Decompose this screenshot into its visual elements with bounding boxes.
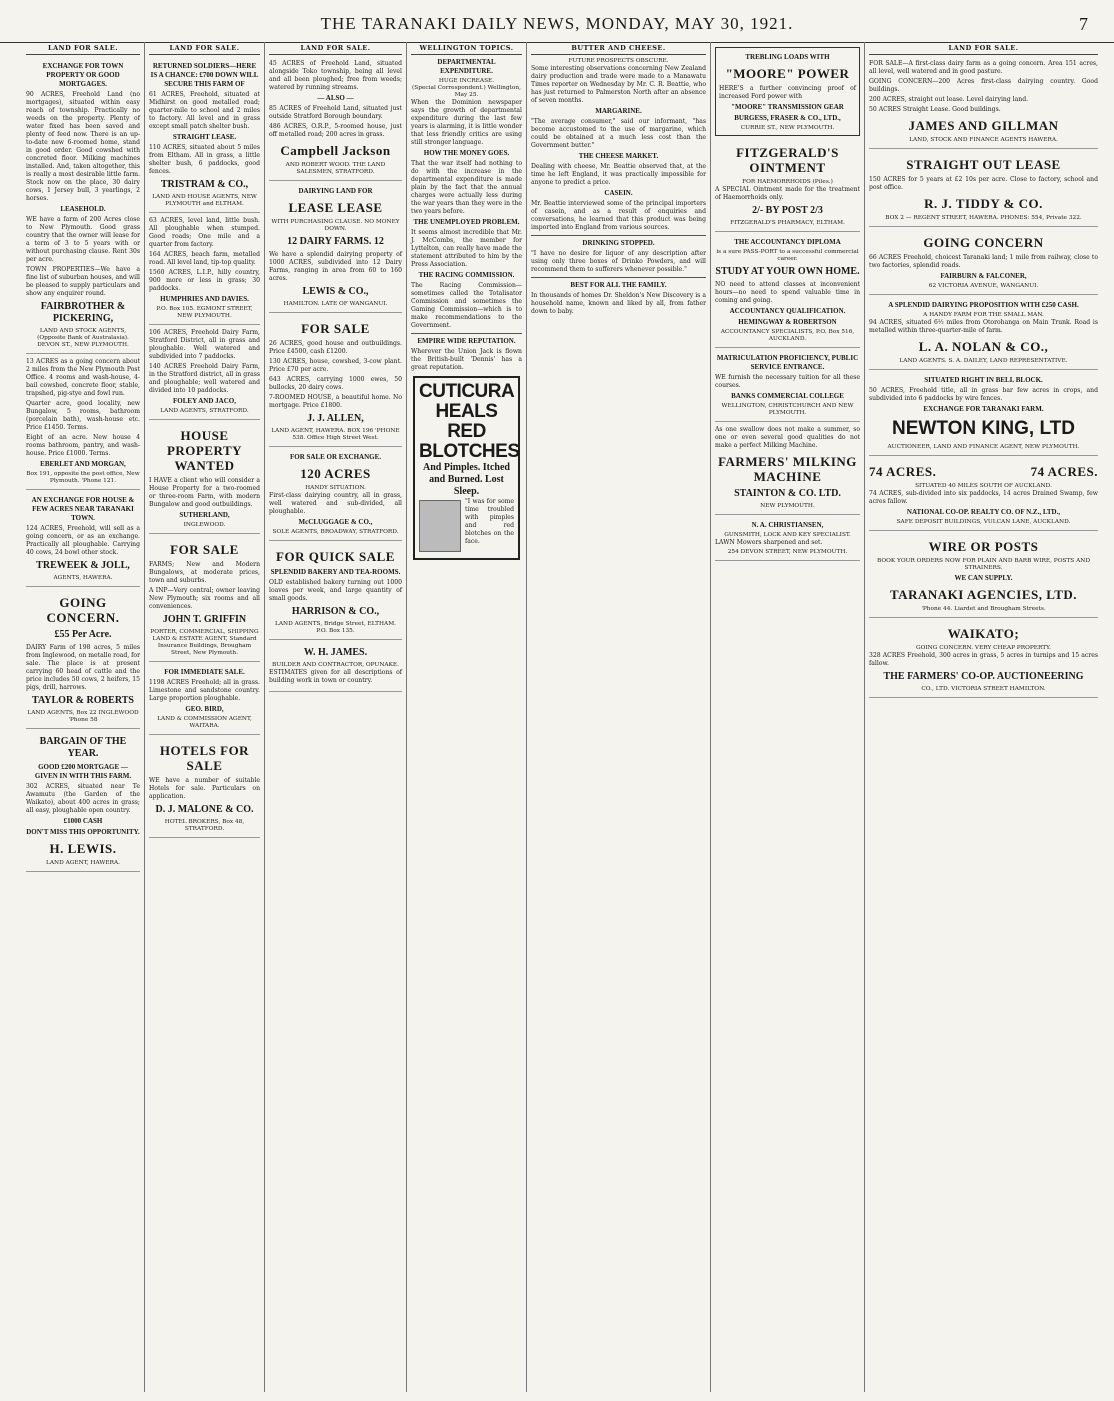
cuticura-advertisement <box>413 376 520 560</box>
advertisement <box>869 620 1098 698</box>
ad-text: 63 ACRES, level land, little bush. All ploughable when stumped. Good roads; One mile and a quarter from factory. <box>149 217 260 248</box>
ad-text: 140 ACRES Freehold Dairy Farm, in the Stratford district, all in grass and ploughable; well watered and divided into 10 paddocks. <box>149 363 260 394</box>
ad-heading: BARGAIN OF THE YEAR. <box>39 736 127 759</box>
agent-name: GEO. BIRD, <box>185 705 224 713</box>
article-subheading: MARGARINE. <box>595 107 642 115</box>
agent-name: H. LEWIS. <box>49 841 117 856</box>
advertisement <box>149 58 260 213</box>
ad-heading: WAIKATO; <box>947 626 1020 641</box>
article-text: "The average consumer," said our informant, "has become accustomed to the use of margarine, which could be obtained at a much less cost than the Government butter." <box>531 118 706 149</box>
advertisement <box>869 533 1098 618</box>
agent-name: BANKS COMMERCIAL COLLEGE <box>731 392 844 400</box>
ad-text: 164 ACRES, beach farm, metalled road. All level land, tip-top quality. <box>149 251 260 266</box>
ad-heading: 74 ACRES. <box>869 464 937 479</box>
article-text: It seems almost incredible that Mr. J. McCombs, the member for Lyttelton, can really have made the statement attributed to him by the Press Association. <box>411 229 522 268</box>
article-subheading: EMPIRE WIDE REPUTATION. <box>417 337 516 345</box>
ad-text: WE furnish the necessary tuition for all these courses. <box>715 374 860 389</box>
newspaper-title: THE TARANAKI DAILY NEWS, MONDAY, MAY 30, 1921. <box>320 14 794 33</box>
ad-heading: FOR QUICK SALE <box>276 549 395 564</box>
article-subheading: DEPARTMENTAL EXPENDITURE. <box>437 58 496 75</box>
ad-heading: 120 ACRES <box>300 466 371 481</box>
page-columns <box>22 42 1102 1392</box>
agent-address: LAND AGENTS, Bridge Street, ELTHAM. P.O. Box 135. <box>274 621 397 634</box>
article-subheading: CASEIN. <box>604 189 633 197</box>
article-text: The Racing Commission—sometimes called the Totalisator Commission and sometimes the Gaming Commission—which is to make recommendations to the Government. <box>411 282 522 329</box>
agent-name: SUTHERLAND, <box>179 511 230 519</box>
ad-text: 85 ACRES of Freehold Land, situated just outside Stratford Borough boundary. <box>269 105 402 120</box>
agent-address: BOX 2 — REGENT STREET, HAWERA. PHONES: 554, Private 322. <box>885 215 1082 221</box>
column-5 <box>527 42 711 1392</box>
agent-address: CO., LTD. VICTORIA STREET HAMILTON. <box>921 686 1046 692</box>
column-heading: LAND FOR SALE. <box>869 44 1098 55</box>
agent-address: SAFE DEPOSIT BUILDINGS, VULCAN LANE, AUCKLAND. <box>896 519 1071 525</box>
ad-heading: SITUATED RIGHT IN BELL BLOCK. <box>924 376 1043 384</box>
agent-name: FAIRBURN & FALCONER, <box>940 272 1027 280</box>
agent-address: CURRIE ST., NEW PLYMOUTH. <box>740 125 835 131</box>
article-text: Some interesting observations concerning New Zealand dairy production and trade were made to a Manawatu Times reporter on Wednesday by Mr. C. R. Beattie, who has just returned to Palmerston North after an absence of seven months. <box>531 65 706 104</box>
ad-price: 2/- BY POST 2/3 <box>752 205 823 216</box>
ad-heading: STRAIGHT OUT LEASE <box>906 157 1061 172</box>
ad-text: 486 ACRES, O.R.P., 5-roomed house, just off metalled road; 200 acres in grass. <box>269 123 402 138</box>
ad-text: FOR SALE—A first-class dairy farm as a going concern. Area 151 acres, all level, well watered and in good pasture. <box>869 60 1098 75</box>
column-4 <box>407 42 527 1392</box>
ad-text: 94 ACRES, situated 6½ miles from Otorohanga on Main Trunk. Road is metalled within three-quarter-mile of farm. <box>869 319 1098 334</box>
agent-name: JOHN T. GRIFFIN <box>162 614 247 625</box>
agent-address: LAND AGENTS, Box 22 INGLEWOOD 'Phone 58 <box>27 710 139 723</box>
ad-subheading: BOOK YOUR ORDERS NOW FOR PLAIN AND BARB WIRE, POSTS AND STRAINERS. <box>876 558 1091 571</box>
advertisement <box>26 731 140 872</box>
agent-address: LAND, STOCK AND FINANCE AGENTS HAWERA. <box>909 137 1058 143</box>
ad-heading: GOING CONCERN. <box>46 595 120 625</box>
ad-subheading: HANDY SITUATION. <box>305 485 366 491</box>
agent-address: INGLEWOOD. <box>183 522 226 528</box>
column-6 <box>711 42 865 1392</box>
agent-address: LAND AND HOUSE AGENTS, NEW PLYMOUTH and ELTHAM. <box>152 194 257 207</box>
ad-heading: FOR IMMEDIATE SALE. <box>164 668 245 676</box>
ad-text: 124 ACRES, Freehold, will sell as a going concern, or as an exchange. Practically all ploughable. Carrying 40 cows, 24 bowl other stock. <box>26 525 140 556</box>
agent-name: STAINTON & CO. LTD. <box>734 488 841 499</box>
column-heading: LAND FOR SALE. <box>26 44 140 55</box>
advertisement <box>149 422 260 534</box>
agent-name: TARANAKI AGENCIES, LTD. <box>889 587 1078 602</box>
ad-text: 106 ACRES, Freehold Dairy Farm, Stratford District, all in grass and ploughable. Well watered and subdivided into 7 paddocks. <box>149 329 260 360</box>
ad-heading: AN EXCHANGE FOR HOUSE & FEW ACRES NEAR TARANAKI TOWN. <box>31 496 135 522</box>
ad-heading: DAIRYING LAND FOR <box>298 187 373 195</box>
ad-subheading: ACCOUNTANCY QUALIFICATION. <box>729 307 846 315</box>
agent-name: Campbell Jackson <box>280 143 391 158</box>
ad-heading: "MOORE" POWER <box>725 66 850 81</box>
column-heading: LAND FOR SALE. <box>269 44 402 55</box>
agent-name: HARRISON & CO., <box>291 606 380 617</box>
article-text: In thousands of homes Dr. Sheldon's New Discovery is a household name, known and liked by all, from father down to baby. <box>531 292 706 315</box>
advertisement <box>715 517 860 561</box>
advertisement <box>269 58 402 181</box>
article-text: When the Dominion newspaper says the growth of departmental expenditure during the last few years is alarming, it is little wonder that less friendly critics are using still stronger language. <box>411 99 522 146</box>
ad-heading: 74 ACRES. <box>1030 464 1098 479</box>
advertisement <box>715 234 860 348</box>
agent-address: AND ROBERT WOOD. THE LAND SALESMEN, STRATFORD. <box>285 162 386 175</box>
advertisement <box>269 543 402 640</box>
advertisement <box>269 642 402 692</box>
article-subheading: HOW THE MONEY GOES. <box>423 149 510 157</box>
woman-portrait-image <box>419 500 461 552</box>
ad-heading: WIRE OR POSTS <box>928 539 1039 554</box>
agent-address: AGENTS, HAWERA. <box>53 575 113 581</box>
agent-name: TREWEEK & JOLL, <box>36 560 130 571</box>
advertisement <box>149 536 260 662</box>
agent-address: LAND & COMMISSION AGENT, WAITARA. <box>157 716 252 729</box>
ad-text: 61 ACRES, Freehold, situated at Midhirst on good metalled road; quarter-mile to school and 2 miles to factory. All level and in grass except small patch shelter bush. <box>149 91 260 130</box>
article-subheading: BEST FOR ALL THE FAMILY. <box>570 281 667 289</box>
agent-name: R. J. TIDDY & CO. <box>924 196 1043 211</box>
ad-heading: RED BLOTCHES <box>419 421 520 462</box>
ad-subheading: 12 DAIRY FARMS. 12 <box>287 236 384 247</box>
agent-name: HEMINGWAY & ROBERTSON <box>738 318 837 326</box>
ad-text: FARMS; New and Modern Bungalows, at moderate prices, town and suburbs. <box>149 561 260 584</box>
column-3 <box>265 42 407 1392</box>
ad-heading: EXCHANGE FOR TOWN PROPERTY OR GOOD MORTGAGES. <box>42 62 124 88</box>
ad-text: GOING CONCERN—200 Acres first-class dairying country. Good buildings. <box>869 78 1098 93</box>
ad-text: 110 ACRES, situated about 5 miles from Eltham. All in grass, a little shelter bush, 6 paddocks, good fences. <box>149 144 260 175</box>
ad-text: 13 ACRES as a going concern about 2 miles from the New Plymouth Post Office. 4 rooms and wash-house, 4-bail cowshed, concrete floor, stable, trapshed, pig-stye and fowl run. <box>26 358 140 397</box>
agent-name: TAYLOR & ROBERTS <box>32 695 134 706</box>
advertisement <box>26 356 140 490</box>
ad-heading: MATRICULATION PROFICIENCY, PUBLIC SERVICE ENTRANCE. <box>716 354 859 371</box>
ad-text: 7-ROOMED HOUSE, a beautiful home. No mortgage. Price £1800. <box>269 394 402 409</box>
advertisement <box>869 458 1098 531</box>
ad-heading: FOR SALE OR EXCHANGE. <box>289 453 381 461</box>
agent-name: FAIRBROTHER & PICKERING, <box>40 301 126 324</box>
ad-subheading: WITH PURCHASING CLAUSE. NO MONEY DOWN. <box>271 219 400 232</box>
ad-text: 1560 ACRES, L.I.P., hilly country, 900 more or less in grass; 30 paddocks. <box>149 269 260 292</box>
ad-price: £55 Per Acre. <box>54 629 112 640</box>
article-text: "I have no desire for liquor of any description after using only three boxes of Drinko Powders, and will recommend them to sufferers whenever possible." <box>531 250 706 273</box>
agent-address: P.O. Box 105. EGMONT STREET, NEW PLYMOUTH. <box>156 306 253 319</box>
ad-text: A INP—Very central; owner leaving New Plymouth; six rooms and all conveniences. <box>149 587 260 610</box>
advertisement <box>869 58 1098 149</box>
ad-text: A SPECIAL Ointment made for the treatment of Haemorrhoids only. <box>715 186 860 201</box>
agent-address: AUCTIONEER, LAND AND FINANCE AGENT, NEW PLYMOUTH. <box>887 444 1080 450</box>
advertisement <box>26 58 140 354</box>
ad-heading: CUTICURA HEALS <box>419 381 515 422</box>
ad-heading: LEASE LEASE <box>288 200 383 215</box>
ad-heading: FOR SALE <box>301 321 370 336</box>
ad-text: 643 ACRES, carrying 1000 ewes, 50 bullocks, 20 dairy cows. <box>269 376 402 391</box>
agent-address: LAND AND STOCK AGENTS, (Opposite Bank of Australasia). DEVON ST., NEW PLYMOUTH. <box>37 328 129 348</box>
advertisement <box>869 372 1098 456</box>
agent-address: HOTEL BROKERS, Box 48, STRATFORD. <box>164 819 245 832</box>
ad-heading: A SPLENDID DAIRYING PROPOSITION WITH £250 CASH. <box>888 301 1079 309</box>
agent-name: W. H. JAMES. <box>303 647 368 658</box>
ad-text: WE have a farm of 200 Acres close to New Plymouth. Good grass country that the owner will lease for a term of 3 to 5 years with or without purchasing clause. Rent 30s per acre. <box>26 216 140 263</box>
advertisement <box>149 737 260 838</box>
page-number: 7 <box>1079 14 1088 34</box>
column-7 <box>865 42 1102 1392</box>
ad-heading: FOR SALE <box>170 542 239 557</box>
ad-text: 200 ACRES, straight out lease. Level dairying land. <box>869 96 1029 103</box>
agent-address: ACCOUNTANCY SPECIALISTS, P.O. Box 516, AUCKLAND. <box>720 329 855 342</box>
ad-subheading: And Pimples. Itched and Burned. Lost Sleep. <box>423 462 510 497</box>
ad-text: 26 ACRES, good house and outbuildings. Price £4500, cash £1200. <box>269 340 402 355</box>
agent-name: NEWTON KING, LTD <box>892 418 1075 439</box>
agent-name: JAMES AND GILLMAN <box>908 118 1059 133</box>
ad-subheading: GOOD £200 MORTGAGE — GIVEN IN WITH THIS FARM. <box>34 763 132 780</box>
agent-name: N. A. CHRISTIANSEN, <box>751 521 824 529</box>
ad-text: 1198 ACRES Freehold; all in grass. Limestone and sandstone country. Large proportion ploughable. <box>149 679 260 702</box>
agent-name: D. J. MALONE & CO. <box>155 804 254 815</box>
ad-subheading: "MOORE" TRANSMISSION GEAR <box>731 103 844 111</box>
agent-address: FITZGERALD'S PHARMACY, ELTHAM. <box>730 220 845 226</box>
ad-text: WE have a number of suitable Hotels for sale. Particulars on application. <box>149 777 260 800</box>
ad-heading: THE ACCOUNTANCY DIPLOMA <box>734 238 841 246</box>
ad-text: "I was for some time troubled with pimples and red blotches on the face. <box>465 498 514 545</box>
agent-address: LAND AGENT, HAWERA. BOX 196 'PHONE 538. Office High Street West. <box>271 428 400 441</box>
agent-address: 254 DEVON STREET, NEW PLYMOUTH. <box>727 549 848 555</box>
ad-subheading: SPLENDID BAKERY AND TEA-ROOMS. <box>270 568 401 576</box>
ad-subheading: A HANDY FARM FOR THE SMALL MAN. <box>923 312 1044 318</box>
agent-address: SOLE AGENTS, BROADWAY, STRATFORD. <box>272 529 399 535</box>
ad-subheading: GOING CONCERN. VERY CHEAP PROPERTY. <box>915 645 1052 651</box>
agent-name: FOLEY AND JACO, <box>173 397 236 405</box>
ad-heading: FARMERS' MILKING MACHINE <box>718 454 857 484</box>
agent-address: 62 VICTORIA AVENUE, WANGANUI. <box>928 283 1039 289</box>
article-subheading: DRINKING STOPPED. <box>582 239 655 247</box>
ad-text: As one swallow does not make a summer, so one or even several good qualities do not make a perfect Milking Machine. <box>715 426 860 449</box>
advertisement <box>869 151 1098 227</box>
agent-name: L. A. NOLAN & CO., <box>918 339 1049 354</box>
ad-heading: HOUSE PROPERTY WANTED <box>166 428 243 473</box>
ad-subheading: DON'T MISS THIS OPPORTUNITY. <box>26 828 140 836</box>
ad-text: Quarter acre, good locality, new Bungalow, 5 rooms, bathroom (porcelain bath), wash-house etc. Price £1450. Terms. <box>26 400 140 431</box>
ad-heading: EXCHANGE FOR TARANAKI FARM. <box>923 405 1044 413</box>
article-subheading: THE CHEESE MARKET. <box>578 152 659 160</box>
ad-text: We have a splendid dairying property of 1000 ACRES, subdivided into 12 Dairy Farms, ranging in area from 60 to 160 acres. <box>269 251 402 282</box>
masthead <box>0 0 1114 43</box>
advertisement <box>269 183 402 313</box>
agent-name: LEWIS & CO., <box>302 286 369 297</box>
ad-text: Eight of an acre. New house 4 rooms bathroom, pantry, and wash-house. Price £1000. Terms. <box>26 434 140 457</box>
agent-address: GUNSMITH, LOCK AND KEY SPECIALIST. <box>724 532 851 538</box>
ad-text: 50 ACRES Straight Lease. Good buildings. <box>869 106 1001 113</box>
article-subheading: THE RACING COMMISSION. <box>418 271 515 279</box>
agent-name: THE FARMERS' CO-OP. AUCTIONEERING <box>883 671 1084 682</box>
ad-text: LAWN Mowers sharpened and set. <box>715 539 823 546</box>
ad-text: 150 ACRES for 5 years at £2 10s per acre. Close to factory, school and post office. <box>869 176 1098 191</box>
advertisement <box>26 492 140 587</box>
ad-text: HERE'S a further convincing proof of increased Ford power with <box>719 85 856 100</box>
article-subheading: FUTURE PROSPECTS OBSCURE. <box>568 58 669 64</box>
article-text: Wherever the Union Jack is flown the British-built 'Dennis' has a great reputation. <box>411 348 522 371</box>
ad-subheading: SITUATED 40 MILES SOUTH OF AUCKLAND. <box>915 483 1052 489</box>
advertisement <box>869 229 1098 295</box>
article-text: Dealing with cheese, Mr. Beattie observed that, at the time he left England, it was practically impossible for anyone to predict a price. <box>531 163 706 186</box>
agent-name: TRISTRAM & CO., <box>160 179 249 190</box>
agent-name: EBERLET AND MORGAN, <box>40 460 126 468</box>
ad-text: OLD established bakery turning out 1000 loaves per week, and large quantity of small goods. <box>269 579 402 602</box>
column-2 <box>145 42 265 1392</box>
ad-text: 66 ACRES Freehold, choicest Taranaki land; 1 mile from railway, close to two factories, splendid roads. <box>869 254 1098 269</box>
agent-name: NATIONAL CO-OP. REALTY CO. OF N.Z., LTD., <box>906 508 1061 516</box>
ad-heading: TREBLING LOADS WITH <box>745 53 830 61</box>
article-text: Mr. Beattie interviewed some of the principal importers of casein, and as a result of enquiries and conversations, he learned that this product was being imported into England from various sources. <box>531 200 706 231</box>
agent-address: WELLINGTON, CHRISTCHURCH AND NEW PLYMOUTH. <box>721 403 854 416</box>
article-byline: (Special Correspondent.) Wellington, May 25. <box>412 85 521 98</box>
ad-subheading: FOR HAEMORRHOIDS (Piles.) <box>742 179 833 185</box>
ad-text: 302 ACRES, situated near Te Awamutu (the Garden of the Waikato), about 400 acres in grass; all easy, ploughable open country. <box>26 783 140 814</box>
agent-address: PORTER, COMMERCIAL, SHIPPING LAND & ESTATE AGENT, Standard Insurance Buildings, Brougham Street, New Plymouth. <box>150 629 259 656</box>
ad-heading: FITZGERALD'S OINTMENT <box>736 145 839 175</box>
ad-text: ESTIMATES given for all descriptions of building work in town or country. <box>269 669 402 684</box>
ad-heading: GOING CONCERN <box>923 235 1044 250</box>
agent-address: LAND AGENT, HAWERA. <box>45 860 120 866</box>
ad-subheading: WE CAN SUPPLY. <box>954 574 1013 582</box>
advertisement <box>149 215 260 325</box>
article-subheading: HUGE INCREASE. <box>438 78 495 84</box>
agent-name: J. J. ALLEN, <box>307 413 364 424</box>
column-1 <box>22 42 145 1392</box>
article-heading: BUTTER AND CHEESE. <box>531 44 706 55</box>
advertisement <box>715 350 860 422</box>
article-subheading: THE UNEMPLOYED PROBLEM. <box>413 218 520 226</box>
moore-power-advertisement <box>715 47 860 136</box>
agent-name: BURGESS, FRASER & CO., LTD., <box>734 114 841 122</box>
ad-subheading: is a sure PASS-PORT to a successful commercial career. <box>716 249 859 262</box>
agent-address: NEW PLYMOUTH. <box>760 503 815 509</box>
ad-heading: STUDY AT YOUR OWN HOME. <box>715 266 860 277</box>
ad-text: 328 ACRES Freehold, 300 acres in grass, 5 acres in turnips and 15 acres fallow. <box>869 652 1098 667</box>
ad-price: £1000 CASH <box>63 817 103 825</box>
ad-text: NO need to attend classes at inconvenient hours—no need to spend valuable time in coming and going. <box>715 281 860 304</box>
ad-text: 130 ACRES, house, cowshed, 3-cow plant. Price £70 per acre. <box>269 358 402 373</box>
ad-text: 45 ACRES of Freehold Land, situated alongside Toko township, being all level and all been ploughed; free from weeds; watered by running streams. <box>269 60 402 91</box>
advertisement <box>149 664 260 735</box>
ad-text: I HAVE a client who will consider a House Property for a two-roomed or three-room Farm, with modern Bungalow and good outbuildings. <box>149 477 260 508</box>
advertisement <box>149 327 260 420</box>
ad-heading: HOTELS FOR SALE <box>159 743 250 773</box>
agent-name: HUMPHRIES AND DAVIES. <box>160 295 249 303</box>
column-heading: LAND FOR SALE. <box>149 44 260 55</box>
advertisement <box>715 139 860 232</box>
article-heading: WELLINGTON TOPICS. <box>411 44 522 55</box>
advertisement <box>26 589 140 729</box>
ad-heading: LEASEHOLD. <box>60 205 106 213</box>
agent-address: LAND AGENTS, STRATFORD. <box>160 408 249 414</box>
ad-text: 50 ACRES, Freehold title, all in grass bar few acres in crops, and subdivided into 6 paddocks by wire fences. <box>869 387 1098 402</box>
ad-text: TOWN PROPERTIES—We have a fine list of suburban houses, and will be pleased to supply particulars and show any enquirer round. <box>26 266 140 297</box>
advertisement <box>715 424 860 515</box>
ad-heading: RETURNED SOLDIERS—HERE IS A CHANCE: £700 DOWN WILL SECURE THIS FARM OF <box>150 62 259 88</box>
ad-subheading: — ALSO — <box>317 94 354 102</box>
agent-address: LAND AGENTS. S. A. DAILEY, LAND REPRESENTATIVE. <box>899 358 1068 364</box>
ad-heading: STRAIGHT LEASE. <box>172 133 237 141</box>
advertisement <box>269 449 402 541</box>
agent-address: 'Phone 44. Liardet and Brougham Streets. <box>921 606 1046 612</box>
agent-address: Box 191, opposite the post office, New Plymouth. 'Phone 121. <box>26 471 140 484</box>
advertisement <box>869 297 1098 370</box>
agent-address: BUILDER AND CONTRACTOR, OPUNAKE. <box>271 662 399 668</box>
agent-name: McCLUGGAGE & CO., <box>298 518 373 526</box>
ad-text: 90 ACRES, Freehold Land (no mortgages), situated within easy reach of township. Practically no weeds on the property. Plenty of water fixed has been saved and plenty of feed now. There is an up-to-date new 6-roomed home, stand in good order. Good cowshed with concreted floor. Milking machines installed. And, taken altogether, this is really a most desirable little farm. Stock now on the place, 30 dairy cows, 1 Jersey bull, 3 yearlings, 2 horses. <box>26 91 140 202</box>
ad-text: First-class dairying country, all in grass, well watered and sub-divided, all ploughable. <box>269 492 402 515</box>
advertisement <box>269 315 402 447</box>
article-text: That the war itself had nothing to do with the increase in the departmental expenditure is made plain by the fact that the annual charges were actually less during the war years than they were in the two years before. <box>411 160 522 215</box>
ad-text: 74 ACRES, sub-divided into six paddocks, 14 acres Drained Swamp, few acres fallow. <box>869 490 1098 505</box>
agent-address: HAMILTON. LATE OF WANGANUI. <box>283 301 388 307</box>
ad-text: DAIRY Farm of 198 acres, 5 miles from Inglewood, on metalle road, for sale. The place is at present carrying 60 head of cattle and the price includes 50 cows, 2 heifers, 15 pigs, drill, harrows. <box>26 644 140 691</box>
